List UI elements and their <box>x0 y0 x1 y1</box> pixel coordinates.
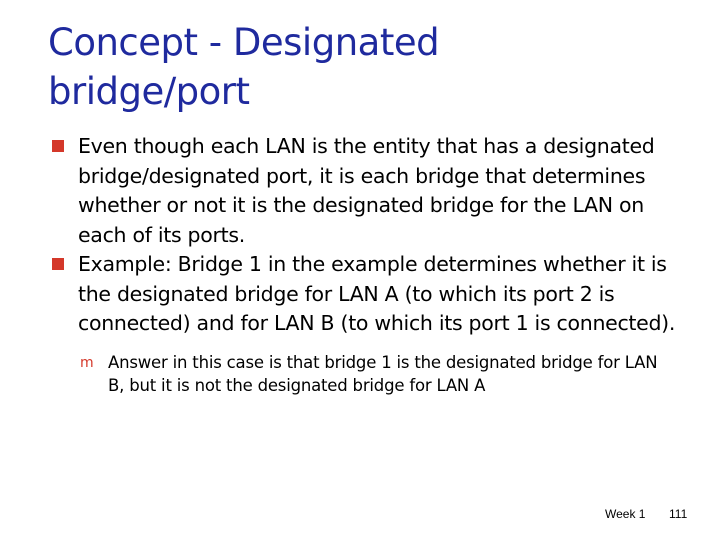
bullet-text: Example: Bridge 1 in the example determines whether it is the designated bridge for LAN A (to which its port 2 is connected) and for LAN B (to which its port 1 is connected). <box>78 252 676 335</box>
sub-bullet-item-1 <box>78 351 668 398</box>
slide-title-line-2: bridge/port <box>48 70 250 113</box>
square-bullet-icon <box>52 258 64 270</box>
bullet-item-2 <box>50 250 690 339</box>
bullet-item-1 <box>50 132 690 250</box>
slide-title <box>48 18 648 116</box>
sub-bullet-icon: m <box>80 354 94 371</box>
bullet-text: Even though each LAN is the entity that has a designated bridge/designated port, it is each bridge that determines whether or not it is the designated bridge for the LAN on each of its ports. <box>78 134 655 247</box>
bullet-list <box>50 132 690 398</box>
square-bullet-icon <box>52 140 64 152</box>
footer-page-number: 111 <box>669 507 688 521</box>
slide-title-line-1: Concept - Designated <box>48 21 440 64</box>
footer-week-label: Week 1 <box>605 507 646 521</box>
sub-bullet-text: Answer in this case is that bridge 1 is the designated bridge for LAN B, but it is not the designated bridge for LAN A <box>108 352 658 395</box>
